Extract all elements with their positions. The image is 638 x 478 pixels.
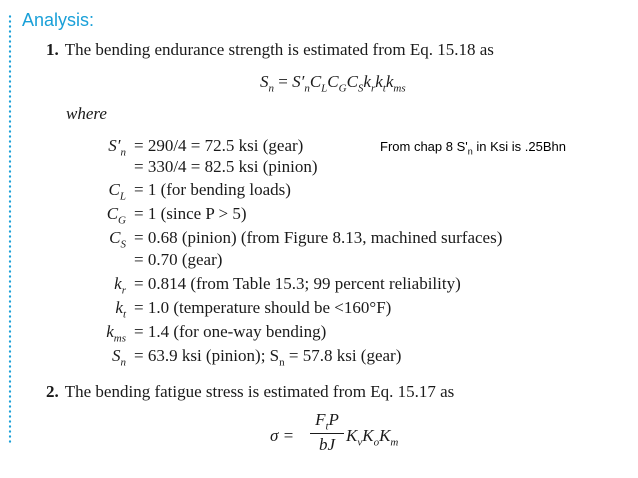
eq-c-s-sub: S	[357, 82, 364, 95]
step-2	[46, 382, 454, 402]
var-s-prime-n: $S'_n$	[108, 136, 126, 159]
value-c-s-pinion: = 0.68 (pinion) (from Figure 8.13, machined surfaces)	[134, 228, 503, 247]
fraction-bar	[310, 433, 344, 434]
eq-c-l-sub: L	[321, 82, 328, 95]
var-c-l: $C_L$	[108, 180, 126, 203]
eq-k-ms: k	[385, 72, 394, 91]
value-c-l: = 1 (for bending loads)	[134, 180, 291, 199]
step-2-number: 2.	[46, 382, 59, 401]
var-s-n: $S_n$	[112, 346, 126, 369]
eq-prime: ′	[300, 72, 305, 91]
step-1-text: The bending endurance strength is estimated from Eq. 15.18 as	[64, 40, 494, 59]
where-label: where	[66, 104, 107, 123]
stress-lhs: σ =	[270, 426, 295, 445]
annotation-note	[380, 139, 566, 157]
eq-rhs-s-sub: n	[304, 82, 310, 95]
value-k-t: = 1.0 (temperature should be <160°F)	[134, 298, 392, 317]
endurance-equation	[260, 72, 406, 94]
step-2-text: The bending fatigue stress is estimated from Eq. 15.17 as	[64, 382, 455, 401]
value-c-s-gear: = 0.70 (gear)	[134, 250, 223, 269]
note-sub: n	[467, 146, 473, 157]
eq-c-g: C	[327, 72, 339, 91]
eq-k-r: k	[363, 72, 371, 91]
var-c-s: $C_S$	[109, 228, 126, 251]
value-c-g: = 1 (since P > 5)	[134, 204, 247, 223]
eq-k-t: k	[375, 72, 383, 91]
eq-c-g-sub: G	[338, 82, 347, 95]
value-k-ms: = 1.4 (for one-way bending)	[134, 322, 327, 341]
eq-c-l: C	[309, 72, 322, 91]
value-s-prime-gear: = 290/4 = 72.5 ksi (gear)	[134, 136, 304, 155]
stress-factors: $K_vK_oK_m$	[346, 426, 399, 449]
var-c-g: $C_G$	[106, 204, 126, 227]
eq-k-r-sub: r	[370, 82, 376, 95]
fraction-numerator: $F_tP$	[315, 410, 339, 433]
var-k-t: $k_t$	[115, 298, 126, 321]
eq-k-t-sub: t	[382, 82, 386, 95]
eq-c-s: C	[346, 72, 358, 91]
value-s-n: = 63.9 ksi (pinion); $S_n = 57.8$ ksi (gear)	[134, 346, 402, 369]
eq-lhs-sub: n	[268, 82, 274, 95]
eq-lhs: S	[260, 72, 269, 91]
note-suffix: in Ksi is .25Bhn	[472, 139, 566, 154]
dotted-rule	[8, 14, 12, 444]
eq-rhs-s: S	[292, 72, 301, 91]
var-k-ms: $k_{ms}$	[106, 322, 126, 345]
note-prefix: From chap 8 S'	[380, 139, 468, 154]
fraction-denominator: bJ	[318, 435, 336, 454]
value-k-r: = 0.814 (from Table 15.3; 99 percent reliability)	[134, 274, 461, 293]
eq-k-ms-sub: ms	[393, 82, 406, 95]
var-k-r: $k_r$	[114, 274, 126, 297]
eq-sign: =	[278, 72, 288, 91]
value-s-prime-pinion: = 330/4 = 82.5 ksi (pinion)	[134, 157, 318, 176]
analysis-heading: Analysis:	[22, 10, 95, 30]
step-1	[46, 40, 494, 60]
step-1-number: 1.	[46, 40, 59, 59]
